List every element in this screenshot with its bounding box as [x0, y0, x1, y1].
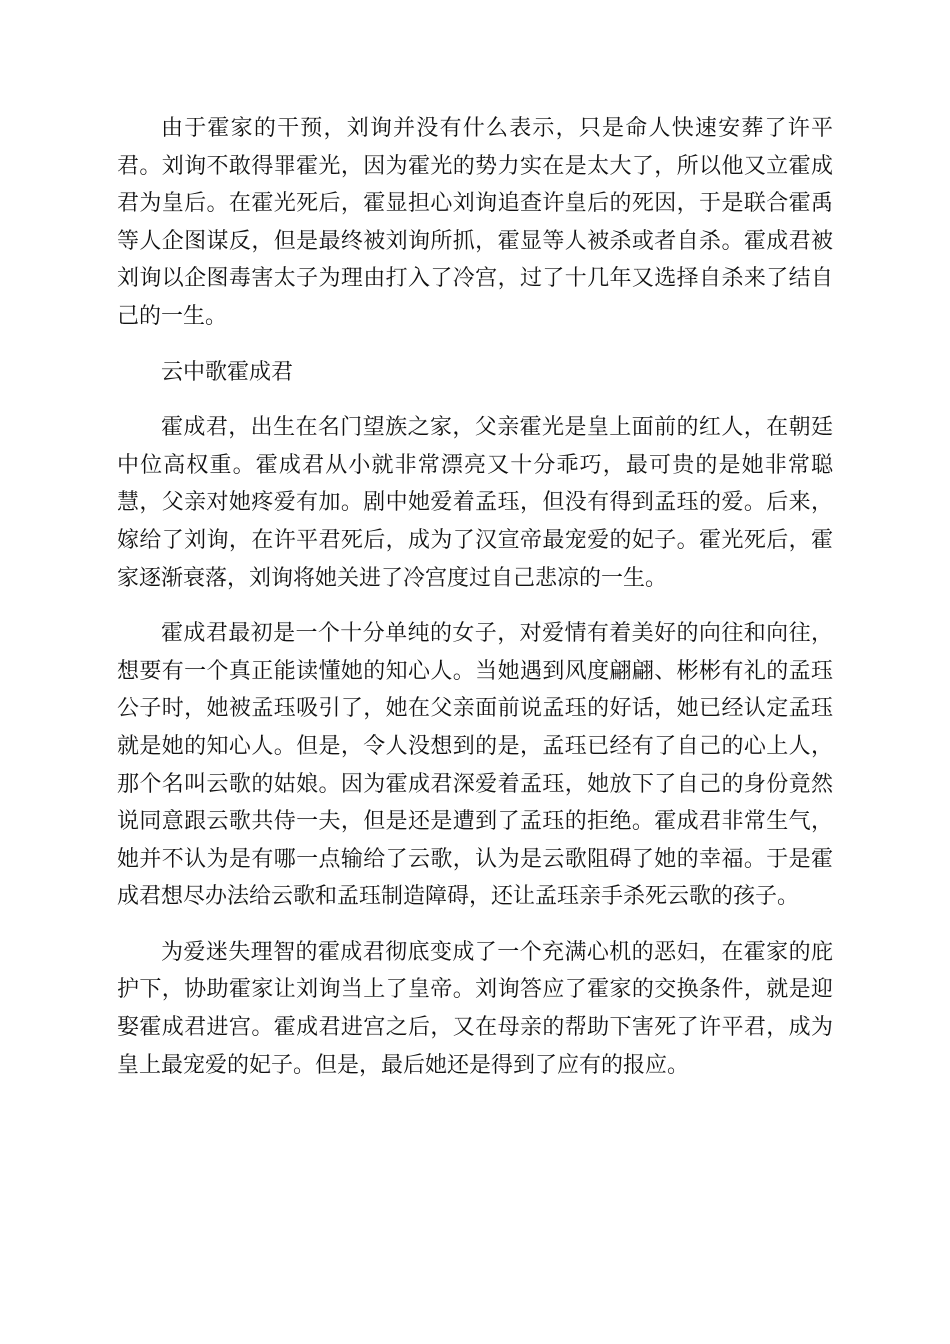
paragraph-4: 为爱迷失理智的霍成君彻底变成了一个充满心机的恶妇，在霍家的庇护下，协助霍家让刘询当上了皇帝。刘询答应了霍家的交换条件，就是迎娶霍成君进宫。霍成君进宫之后，又在母亲的帮助下害死了许平君，成为皇上最宠爱的妃子。但是，最后她还是得到了应有的报应。 — [117, 939, 833, 1078]
section-heading: 云中歌霍成君 — [161, 359, 294, 385]
paragraph-3: 霍成君最初是一个十分单纯的女子，对爱情有着美好的向往和向往，想要有一个真正能读懂她的知心人。当她遇到风度翩翩、彬彬有礼的孟珏公子时，她被孟珏吸引了，她在父亲面前说孟珏的好话，她已经认定孟珏就是她的知心人。但是，令人没想到的是，孟珏已经有了自己的心上人，那个名叫云歌的姑娘。因为霍成君深爱着孟珏，她放下了自己的身份竟然说同意跟云歌共侍一夫，但是还是遭到了孟珏的拒绝。霍成君非常生气，她并不认为是有哪一点输给了云歌，认为是云歌阻碍了她的幸福。于是霍成君想尽办法给云歌和孟珏制造障碍，还让孟珏亲手杀死云歌的孩子。 — [117, 621, 833, 910]
paragraph-1: 由于霍家的干预，刘询并没有什么表示，只是命人快速安葬了许平君。刘询不敢得罪霍光，因为霍光的势力实在是太大了，所以他又立霍成君为皇后。在霍光死后，霍显担心刘询追查许皇后的死因，于是联合霍禹等人企图谋反，但是最终被刘询所抓，霍显等人被杀或者自杀。霍成君被刘询以企图毒害太子为理由打入了冷宫，过了十几年又选择自杀来了结自己的一生。 — [117, 116, 833, 329]
paragraph-2: 霍成君，出生在名门望族之家，父亲霍光是皇上面前的红人，在朝廷中位高权重。霍成君从小就非常漂亮又十分乖巧，最可贵的是她非常聪慧，父亲对她疼爱有加。剧中她爱着孟珏，但没有得到孟珏的爱。后来，嫁给了刘询，在许平君死后，成为了汉宣帝最宠爱的妃子。霍光死后，霍家逐渐衰落，刘询将她关进了冷宫度过自己悲凉的一生。 — [117, 415, 833, 591]
document-body — [117, 110, 833, 1102]
